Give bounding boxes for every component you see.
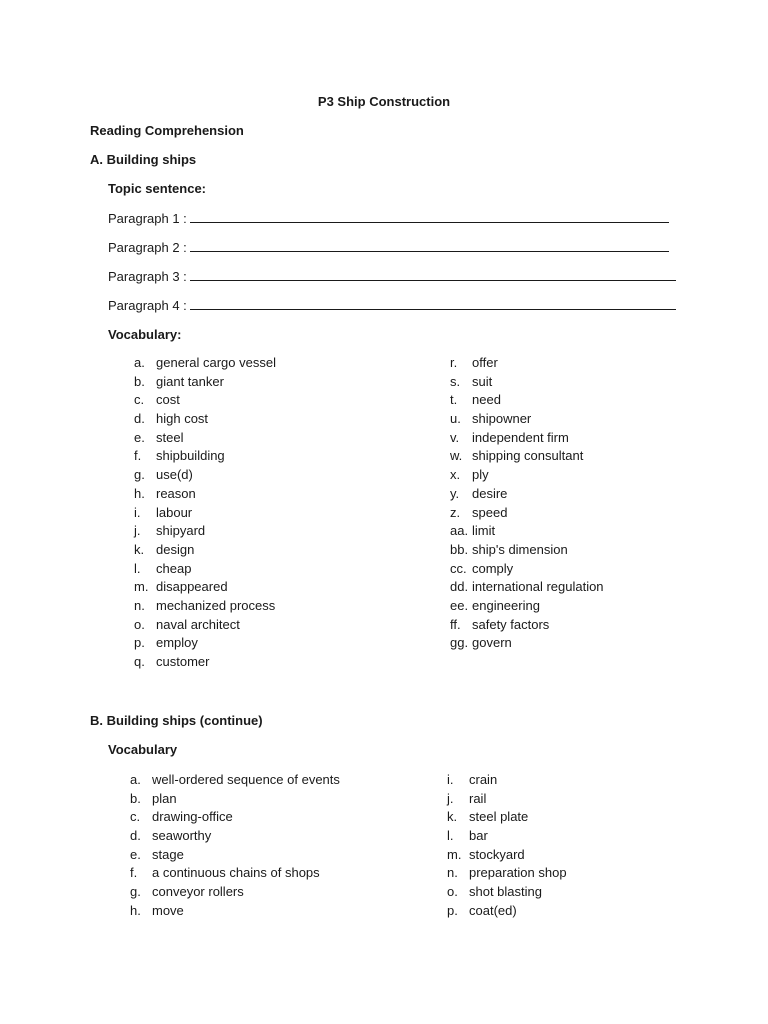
list-item: e. steel: [134, 429, 184, 445]
list-item: f. shipbuilding: [134, 448, 225, 464]
list-item: r. offer: [450, 355, 498, 370]
list-item: c. cost: [134, 392, 180, 408]
list-item: e. stage: [130, 846, 184, 862]
list-item: ee. engineering: [450, 597, 540, 613]
paragraph-4-blank[interactable]: [190, 297, 676, 310]
list-item: n. preparation shop: [447, 865, 567, 881]
paragraph-3-label: Paragraph 3 :: [108, 269, 187, 284]
paragraph-1-row: [108, 210, 669, 226]
paragraph-4-row: [108, 297, 676, 313]
list-item: b. plan: [130, 790, 177, 806]
list-item: p. employ: [134, 635, 198, 651]
list-item: j. rail: [447, 790, 487, 806]
list-item: l. cheap: [134, 560, 192, 576]
paragraph-2-blank[interactable]: [190, 239, 669, 252]
list-item: k. steel plate: [447, 809, 529, 825]
paragraph-2-row: [108, 239, 669, 255]
paragraph-3-row: [108, 268, 676, 284]
list-item: w. shipping consultant: [450, 448, 584, 464]
list-item: z. speed: [450, 504, 508, 520]
section-b-heading: B. Building ships (continue): [90, 713, 263, 728]
list-item: s. suit: [450, 373, 493, 389]
list-item: d. seaworthy: [130, 828, 212, 844]
list-item: d. high cost: [134, 411, 209, 427]
list-item: aa. limit: [450, 523, 496, 539]
list-item: p. coat(ed): [447, 902, 517, 918]
vocabulary-a-heading: Vocabulary:: [108, 327, 182, 342]
vocab-b-right-list: [447, 771, 567, 921]
paragraph-1-label: Paragraph 1 :: [108, 211, 187, 226]
list-item: t. need: [450, 392, 501, 408]
paragraph-3-blank[interactable]: [190, 268, 676, 281]
list-item: o. naval architect: [134, 616, 240, 632]
vocab-b-left-list: [130, 771, 340, 921]
section-a-heading: A. Building ships: [90, 152, 197, 167]
vocab-a-left-list: [134, 354, 276, 672]
list-item: i. crain: [447, 772, 498, 787]
list-item: h. reason: [134, 485, 196, 501]
list-item: dd. international regulation: [450, 579, 604, 595]
list-item: a. general cargo vessel: [134, 355, 276, 370]
list-item: i. labour: [134, 504, 193, 520]
list-item: cc. comply: [450, 560, 514, 576]
list-item: ff. safety factors: [450, 616, 550, 632]
paragraph-1-blank[interactable]: [190, 210, 669, 223]
list-item: x. ply: [450, 467, 489, 483]
list-item: o. shot blasting: [447, 884, 542, 900]
list-item: bb. ship's dimension: [450, 541, 568, 557]
vocabulary-b-heading: Vocabulary: [108, 742, 178, 757]
list-item: b. giant tanker: [134, 373, 224, 389]
reading-heading: Reading Comprehension: [90, 123, 244, 138]
topic-sentence-label: Topic sentence:: [108, 181, 207, 196]
list-item: h. move: [130, 902, 184, 918]
list-item: q. customer: [134, 654, 210, 669]
paragraph-2-label: Paragraph 2 :: [108, 240, 187, 255]
paragraph-4-label: Paragraph 4 :: [108, 298, 187, 313]
list-item: g. use(d): [134, 467, 193, 483]
list-item: v. independent firm: [450, 429, 569, 445]
list-item: n. mechanized process: [134, 597, 276, 613]
list-item: c. drawing-office: [130, 809, 233, 825]
list-item: gg. govern: [450, 635, 512, 651]
list-item: m. stockyard: [447, 846, 525, 862]
page-title: P3 Ship Construction: [317, 94, 451, 109]
list-item: k. design: [134, 541, 195, 557]
list-item: u. shipowner: [450, 411, 532, 427]
list-item: f. a continuous chains of shops: [130, 865, 320, 881]
vocab-a-right-list: [450, 354, 604, 653]
list-item: l. bar: [447, 828, 488, 844]
list-item: m. disappeared: [134, 579, 228, 595]
list-item: g. conveyor rollers: [130, 884, 244, 900]
list-item: j. shipyard: [134, 523, 206, 539]
list-item: y. desire: [450, 485, 508, 501]
list-item: a. well-ordered sequence of events: [130, 772, 340, 787]
